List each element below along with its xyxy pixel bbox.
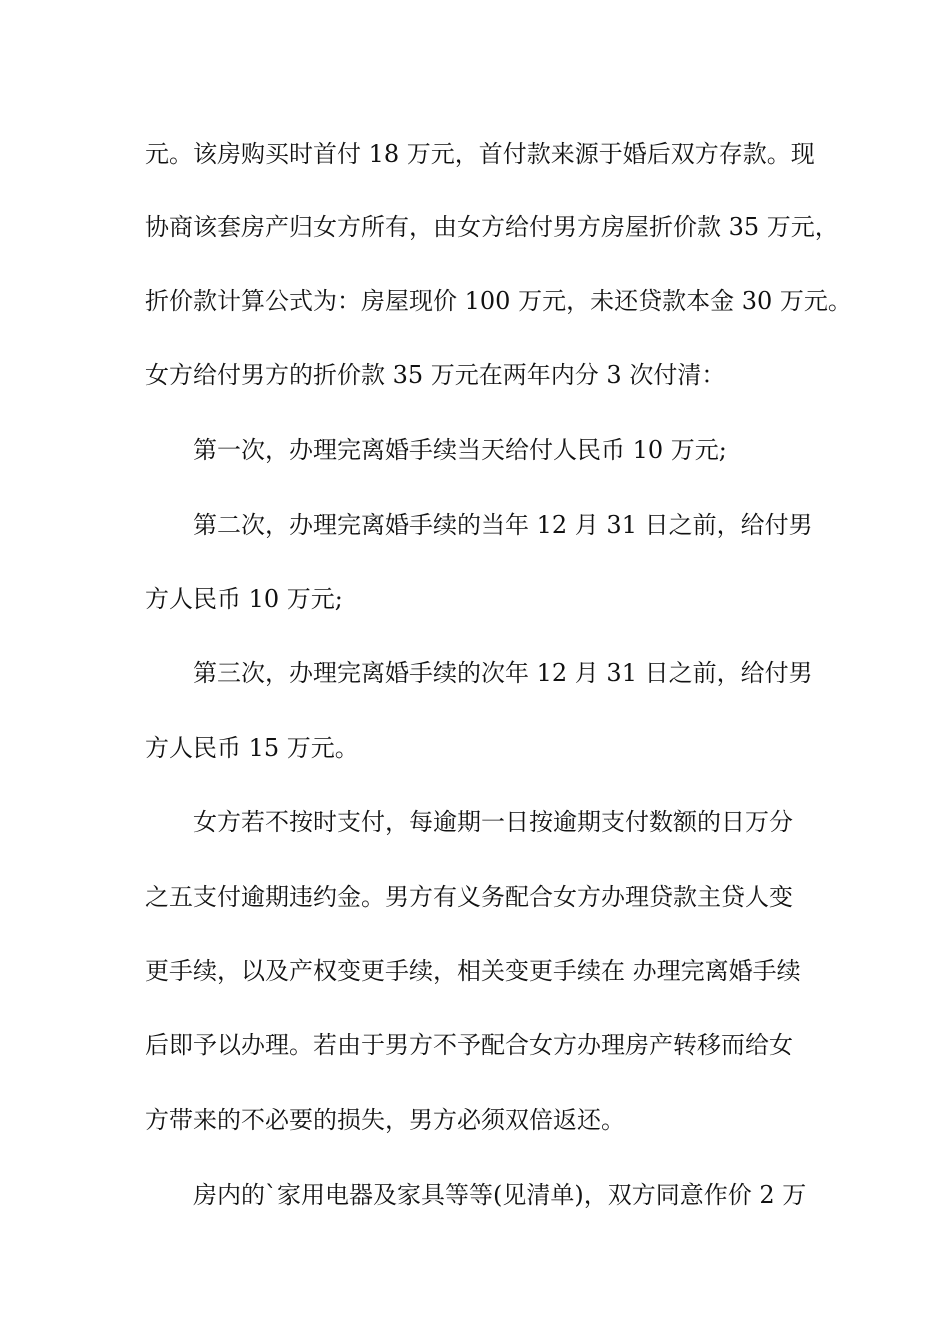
text-line: 方人民币 10 万元;: [145, 585, 343, 613]
text-line: 方带来的不必要的损失，男方必须双倍返还。: [145, 1106, 625, 1134]
text-line: 折价款计算公式为：房屋现价 100 万元，未还贷款本金 30 万元。: [145, 287, 852, 315]
text-line: 后即予以办理。若由于男方不予配合女方办理房产转移而给女: [145, 1031, 793, 1059]
text-line: 第一次，办理完离婚手续当天给付人民币 10 万元;: [193, 436, 727, 464]
text-line: 女方给付男方的折价款 35 万元在两年内分 3 次付清：: [145, 361, 726, 389]
text-line: 女方若不按时支付，每逾期一日按逾期支付数额的日万分: [193, 808, 793, 836]
text-line: 方人民币 15 万元。: [145, 734, 359, 762]
text-line: 之五支付逾期违约金。男方有义务配合女方办理贷款主贷人变: [145, 883, 793, 911]
text-line: 协商该套房产归女方所有，由女方给付男方房屋折价款 35 万元，: [145, 213, 839, 241]
text-line: 元。该房购买时首付 18 万元，首付款来源于婚后双方存款。现: [145, 140, 815, 168]
text-line: 第三次，办理完离婚手续的次年 12 月 31 日之前，给付男: [193, 659, 813, 687]
text-line: 更手续，以及产权变更手续，相关变更手续在 办理完离婚手续: [145, 957, 801, 985]
text-line: 房内的`家用电器及家具等等(见清单)，双方同意作价 2 万: [193, 1181, 807, 1209]
text-line: 第二次，办理完离婚手续的当年 12 月 31 日之前，给付男: [193, 511, 813, 539]
